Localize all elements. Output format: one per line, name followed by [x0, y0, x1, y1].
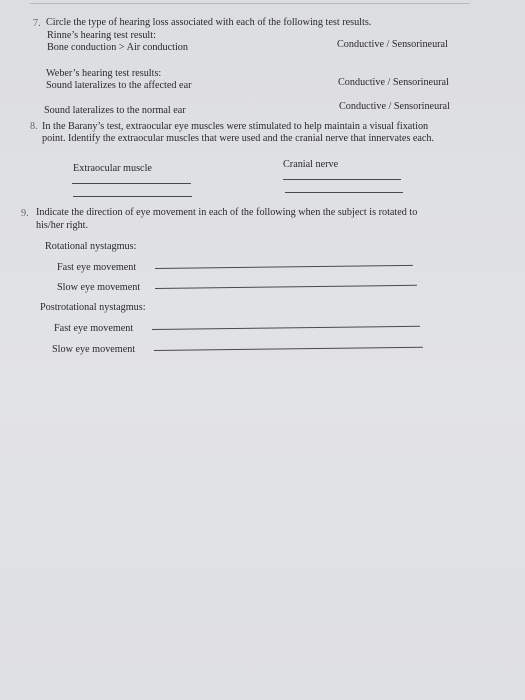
- weber-result-normal: Sound lateralizes to the normal ear: [44, 105, 186, 116]
- q9-line2: his/her right.: [36, 220, 89, 231]
- postrotational-fast-answer-line[interactable]: [152, 326, 420, 330]
- rotational-fast-label: Fast eye movement: [57, 262, 137, 273]
- postrotational-nystagmus-label: Postrotational nystagmus:: [40, 302, 146, 313]
- weber-result-affected: Sound lateralizes to the affected ear: [46, 80, 192, 91]
- q9-line1: Indicate the direction of eye movement in each of the following when the subject is rotated to: [36, 207, 418, 218]
- rotational-nystagmus-label: Rotational nystagmus:: [45, 241, 137, 252]
- rinne-result: Bone conduction > Air conduction: [47, 42, 188, 53]
- postrotational-slow-answer-line[interactable]: [154, 347, 423, 351]
- q8-number: 8.: [30, 121, 38, 132]
- col-extraocular-muscle: Extraocular muscle: [73, 163, 152, 174]
- rotational-fast-answer-line[interactable]: [155, 265, 413, 269]
- col-cranial-nerve: Cranial nerve: [283, 159, 339, 170]
- q7-number: 7.: [33, 18, 41, 29]
- rotational-slow-label: Slow eye movement: [57, 282, 141, 293]
- weber-choice-affected[interactable]: Conductive / Sensorineural: [338, 77, 449, 88]
- rinne-heading: Rinne’s hearing test result:: [47, 30, 156, 41]
- q7-prompt: Circle the type of hearing loss associated with each of the following test results.: [46, 17, 372, 28]
- q8-line2: point. Identify the extraocular muscles that were used and the cranial nerve that innervates each.: [42, 133, 435, 144]
- nerve-answer-line-1[interactable]: [283, 179, 401, 180]
- weber-choice-normal[interactable]: Conductive / Sensorineural: [339, 101, 450, 112]
- top-divider: [30, 3, 470, 4]
- postrotational-slow-label: Slow eye movement: [52, 344, 136, 355]
- muscle-answer-line-1[interactable]: [72, 183, 191, 184]
- weber-heading: Weber’s hearing test results:: [46, 68, 162, 79]
- postrotational-fast-label: Fast eye movement: [54, 323, 134, 334]
- q9-number: 9.: [21, 208, 29, 219]
- rinne-choice[interactable]: Conductive / Sensorineural: [337, 39, 448, 50]
- muscle-answer-line-2[interactable]: [73, 196, 192, 197]
- q8-line1: In the Barany’s test, extraocular eye muscles were stimulated to help maintain a visual fixation: [42, 121, 429, 132]
- rotational-slow-answer-line[interactable]: [155, 285, 417, 289]
- nerve-answer-line-2[interactable]: [285, 192, 403, 193]
